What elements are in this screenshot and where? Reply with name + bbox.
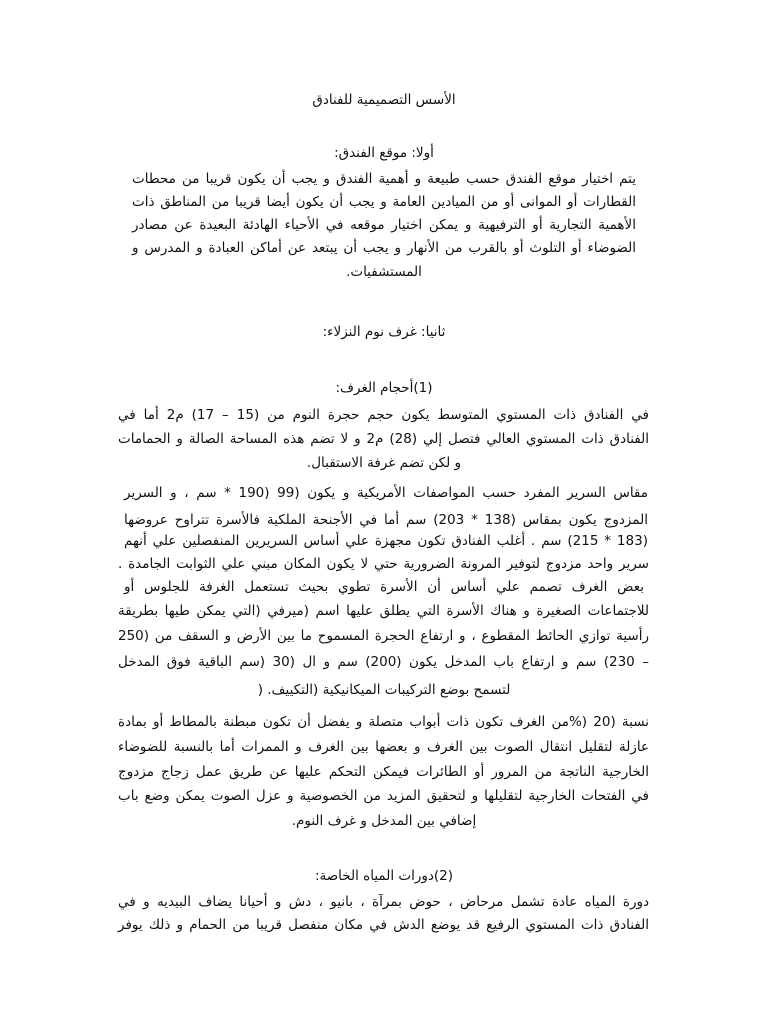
text-line: الخارجية الناتجة من المرور أو الطائرات فيمكن التحكم عليها عن طريق عمل زجاج مزدوج [118,764,649,780]
text-line: بعض الغرف تصمم علي أساس أن الأسرة تطوي بحيث تستعمل الغرفة للجلوس أو [124,579,644,595]
text-line: نسبة (20 (%من الغرف تكون ذات أبواب متصلة و يفضل أن تكون مبطنة بالمطاط أو بمادة [118,714,650,730]
text-line: للاجتماعات الصغيرة و هناك الأسرة التي يطلق عليها اسم (ميرفي (التي يمكن طيها بطريقة [118,603,649,619]
text-line: الفنادق ذات المستوي الرفيع قد يوضع الدش في مكان منفصل قريبا من الحمام و ذلك يوفر [118,917,649,933]
text-line: المستشفيات. [346,264,422,280]
text-line: دورة المياه عادة تشمل مرحاض ، حوض بمرآة ، بانيو ، دش و أحيانا يضاف البيديه و في [118,894,649,910]
text-line: و لكن تضم غرفة الاستقبال. [306,455,462,471]
text-line: رأسية توازي الحائط المقطوع ، و ارتفاع الحجرة المسموح ما بين الأرض و السقف من (250 [118,628,649,644]
subsection-heading: (1)أحجام الغرف: [335,380,433,396]
subsection-heading: (2)دورات المياه الخاصة: [314,868,454,884]
text-line: مقاس السرير المفرد حسب المواصفات الأمريكية و يكون (99 (190 * سم ، و السرير [124,485,648,501]
text-line: الفنادق ذات المستوي العالي فتصل إلي (28) م2 و لا تضم هذه المساحة الصالة و الحمامات [118,431,649,447]
text-line: إضافي بين المدخل و غرف النوم. [291,813,477,829]
text-line: لتسمح بوضع التركيبات الميكانيكية (التكييف. ( [257,682,511,698]
text-line: عازلة لتقليل انتقال الصوت بين الغرف و بعضها بين الغرف و الممرات أما بالنسبة للضوضاء [118,739,649,755]
text-line: في الفنادق ذات المستوي المتوسط يكون حجم حجرة النوم من (15 – 17) م2 أما في [118,407,649,423]
text-line: في الفتحات الخارجية لتقليلها و لتحقيق المزيد من الخصوصية و عزل الصوت يمكن وضع باب [118,788,649,804]
text-line: الضوضاء أو التلوث أو بالقرب من الأنهار و يجب أن يبتعد عن أماكن العبادة و المدرس و [132,240,636,256]
text-line: (183 * 215) سم . أغلب الفنادق تكون مجهزة علي أساس السريرين المنفصلين علي أنهم [124,533,648,549]
text-line: المزدوج يكون بمقاس (138 * 203) سم أما في الأجنحة الملكية فالأسرة تتراوح عروضها [124,512,648,528]
text-line: يتم اختيار موقع الفندق حسب طبيعة و أهمية الفندق و يجب أن يكون قريبا من محطات [132,171,636,187]
document-title: الأسس التصميمية للفنادق [312,92,456,108]
text-line: – 230) سم و ارتفاع باب المدخل يكون (200) سم و ال (30 (سم الباقية فوق المدخل [118,654,650,670]
section-heading: أولا: موقع الفندق: [334,145,434,161]
text-line: سرير واحد مزدوج لتوفير المرونة الضرورية حتي لا يكون المكان مبني علي الثوابت الجامدة . [118,556,649,572]
text-line: القطارات أو الموانى أو من الميادين العامة و يجب أن يكون أيضا قريبا من المناطق ذات [132,194,636,210]
section-heading: ثانيا: غرف نوم النزلاء: [322,324,446,340]
text-line: الأهمية التجارية أو الترفيهية و يمكن اختيار موقعه في الأحياء الهادئة البعيدة عن مصادر [132,217,636,233]
